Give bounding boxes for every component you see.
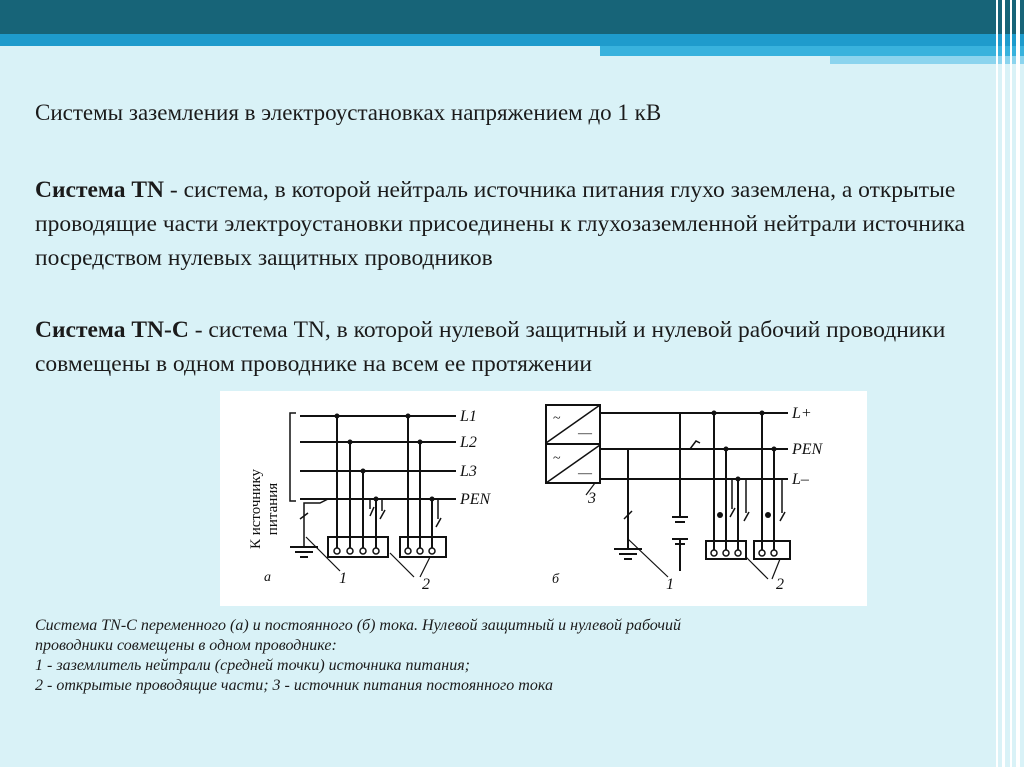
label-l2: L2: [460, 434, 477, 451]
source-bracket: [290, 413, 296, 501]
term-tn: Система TN: [35, 177, 165, 203]
source-label-line2: питания: [265, 482, 281, 536]
definition-tn-text: - система, в которой нейтраль источника питания глухо заземлена, а открытые проводящие части электроустановки присоединены к глухозаземленной нейтрали источника посредством нулевых защитных проводников: [35, 177, 965, 271]
svg-text:~: ~: [553, 411, 561, 426]
definition-tn-c-text: - система TN, в которой нулевой защитный и нулевой рабочий проводники совмещены в одном проводнике на всем ее протяжении: [35, 317, 946, 377]
callout-b-2: 2: [776, 576, 784, 593]
svg-text:—: —: [578, 466, 592, 481]
caption-line-3: 1 - заземлитель нейтрали (средней точки) источника питания;: [35, 657, 470, 674]
slide-title: Системы заземления в электроустановках напряжением до 1 кВ: [35, 100, 662, 125]
callout-a-1: 1: [339, 570, 347, 587]
caption-line-2: проводники совмещены в одном проводнике:: [35, 637, 337, 654]
label-l1: L1: [460, 408, 477, 425]
term-tn-c: Система TN-C: [35, 317, 189, 343]
label-l3: L3: [460, 463, 477, 480]
neutral-ground-lead: [304, 499, 328, 547]
caption-line-1: Система TN-C переменного (а) и постоянного (б) тока. Нулевой защитный и нулевой рабочий: [35, 617, 682, 634]
source-label-line1: К источнику: [248, 468, 264, 550]
definition-tn: [35, 173, 975, 275]
header-band: [0, 34, 1024, 46]
label-pen-b: PEN: [792, 441, 823, 458]
svg-text:—: —: [578, 426, 592, 441]
label-pen-a: PEN: [460, 491, 491, 508]
sublabel-b: б: [552, 572, 560, 587]
label-l-plus: L+: [792, 405, 812, 422]
definition-tn-c: [35, 313, 975, 381]
header-bar: [0, 0, 1024, 34]
label-l-minus: L–: [792, 471, 809, 488]
callout-b-3: 3: [588, 490, 596, 507]
tn-c-diagram-figure: [220, 391, 867, 606]
svg-text:~: ~: [553, 451, 561, 466]
callout-b-1: 1: [666, 576, 674, 593]
tn-c-diagram: [220, 391, 867, 606]
sublabel-a: а: [264, 570, 271, 585]
header-band-accent: [600, 46, 1024, 56]
figure-caption: [35, 616, 995, 696]
callout-a-2: 2: [422, 576, 430, 593]
caption-line-4: 2 - открытые проводящие части; 3 - источник питания постоянного тока: [35, 677, 553, 694]
